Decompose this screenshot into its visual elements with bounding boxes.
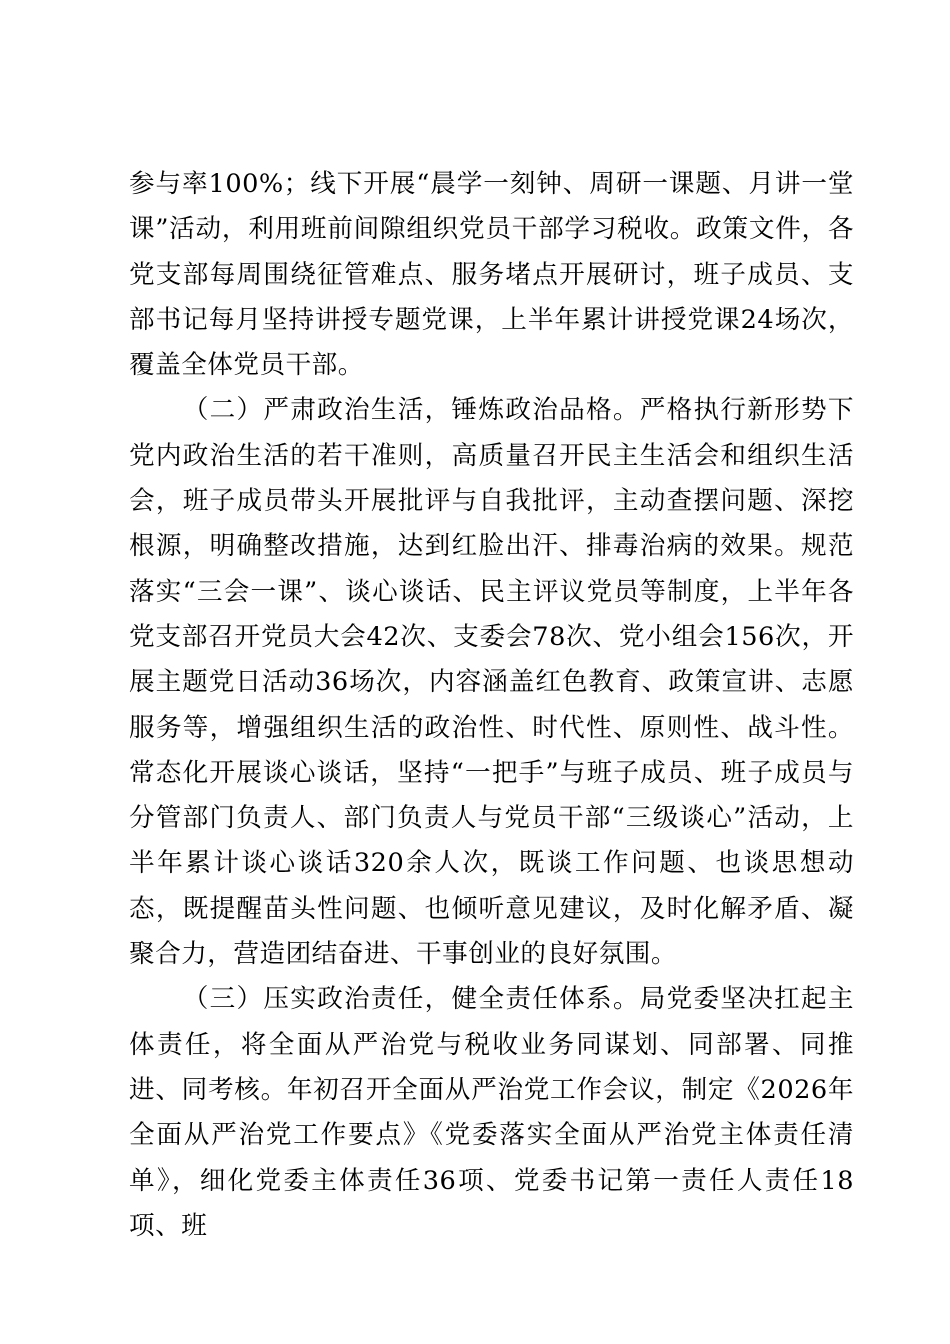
paragraph-section-three: （三）压实政治责任，健全责任体系。局党委坚决扛起主体责任，将全面从严治党与税收业务同谋划、同部署、同推进、同考核。年初召开全面从严治党工作会议，制定《2026年全面从严治党工作要点》《党委落实全面从严治党主体责任清单》，细化党委主体责任36项、党委书记第一责任人责任18项、班 bbox=[129, 984, 854, 1241]
paragraph-section-two: （二）严肃政治生活，锤炼政治品格。严格执行新形势下党内政治生活的若干准则，高质量召开民主生活会和组织生活会，班子成员带头开展批评与自我批评，主动查摆问题、深挖根源，明确整改措施，达到红脸出汗、排毒治病的效果。规范落实“三会一课”、谈心谈话、民主评议党员等制度，上半年各党支部召开党员大会42次、支委会78次、党小组会156次，开展主题党日活动36场次，内容涵盖红色教育、政策宣讲、志愿服务等，增强组织生活的政治性、时代性、原则性、战斗性。常态化开展谈心谈话，坚持“一把手”与班子成员、班子成员与分管部门负责人、部门负责人与党员干部“三级谈心”活动，上半年累计谈心谈话320余人次，既谈工作问题、也谈思想动态，既提醒苗头性问题、也倾听意见建议，及时化解矛盾、凝聚合力，营造团结奋进、干事创业的良好氛围。 bbox=[129, 395, 854, 970]
paragraph-continuation: 参与率100%；线下开展“晨学一刻钟、周研一课题、月讲一堂课”活动，利用班前间隙组织党员干部学习税收。政策文件，各党支部每周围绕征管难点、服务堵点开展研讨，班子成员、支部书记每月坚持讲授专题党课，上半年累计讲授党课24场次，覆盖全体党员干部。 bbox=[129, 169, 854, 381]
document-body bbox=[129, 162, 854, 1249]
